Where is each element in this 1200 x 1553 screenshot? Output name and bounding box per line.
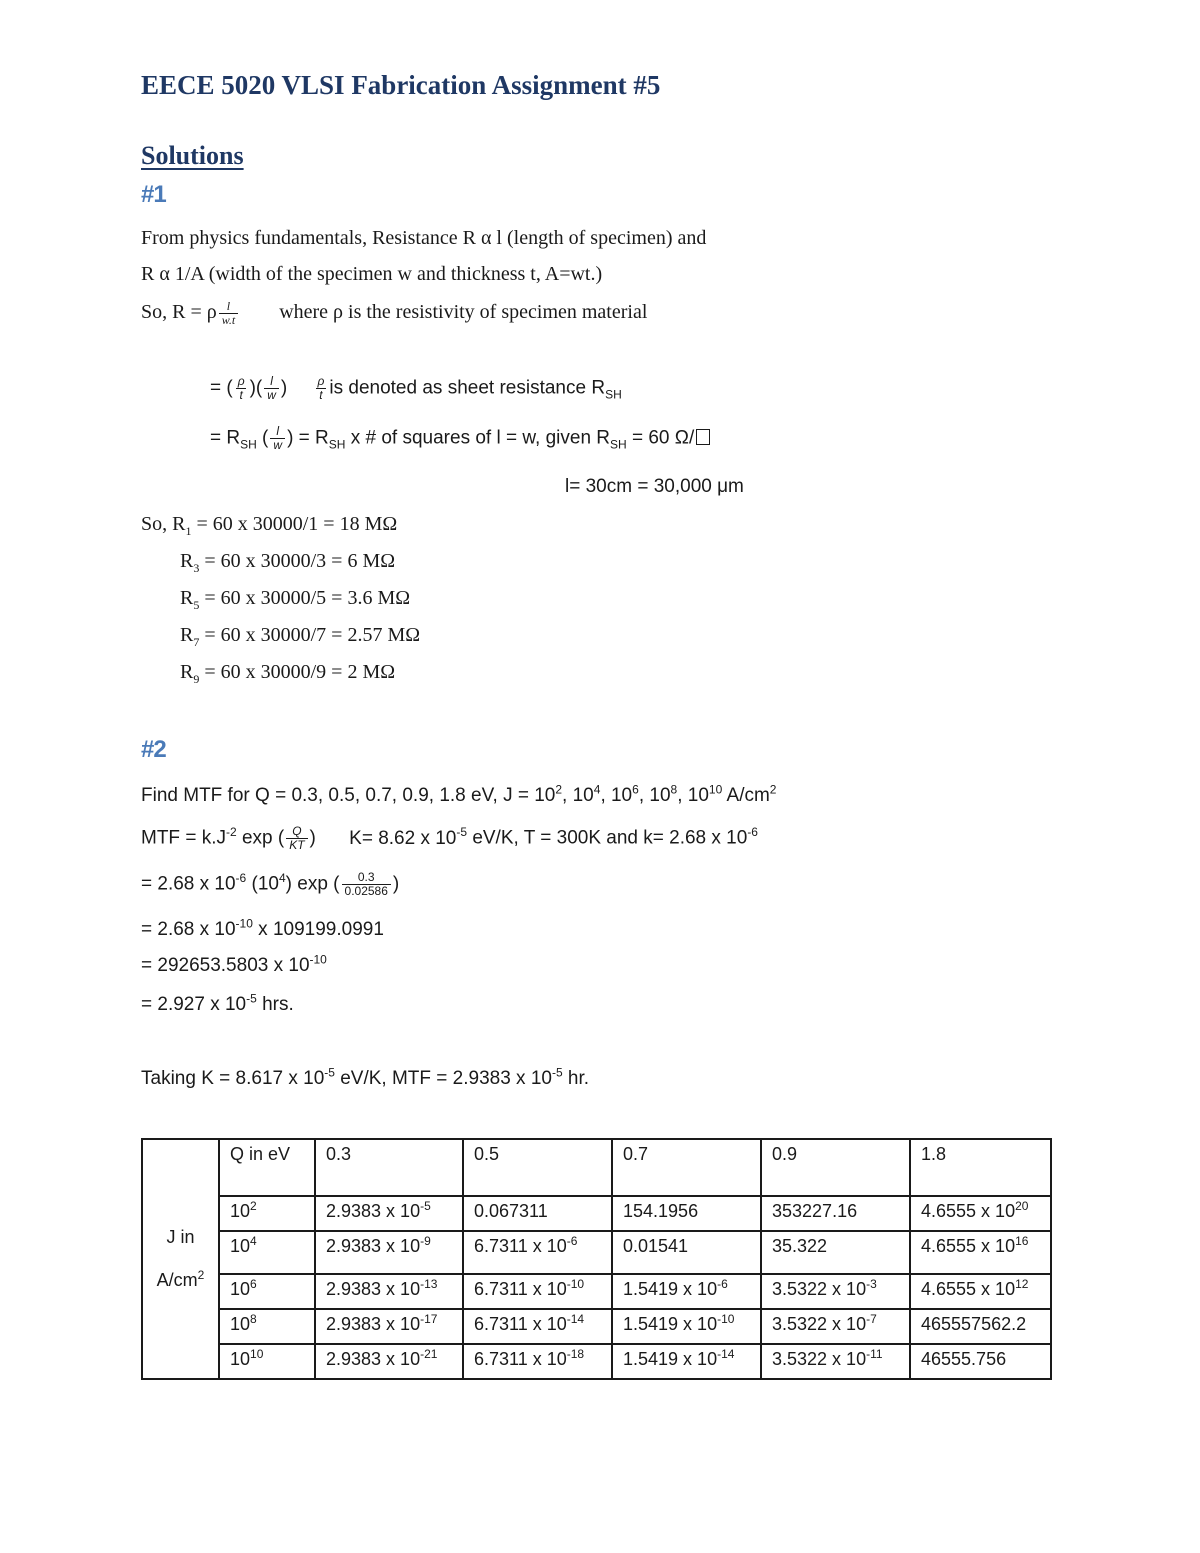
fraction-numerator: l [226,299,231,313]
mtf-value-cell [463,1274,612,1309]
mtf-value: 46555.756 [921,1349,1007,1369]
mtf-value: 3.5322 x 10 [772,1314,867,1334]
step-text: x 109199.0991 [258,919,384,940]
mtf-value: 4.6555 x 10 [921,1201,1016,1221]
mtf-value: 353227.16 [772,1201,858,1221]
constants-text-2: eV/K, T = 300K and k= 2.68 x 10 [472,827,748,849]
fraction-l-over-w [264,375,279,402]
mtf-exponent: -6 [566,1234,578,1248]
fraction-03-over-kt [342,871,391,898]
result-equation: = 60 x 30000/1 = 18 MΩ [191,513,398,535]
mtf-value: 0.01541 [623,1236,689,1256]
mtf-value-cell [761,1344,910,1379]
result-equation: = 60 x 30000/5 = 3.6 MΩ [199,587,411,609]
mtf-value-cell [612,1344,761,1379]
q-header-cell: Q in eV [219,1139,315,1196]
step-text: = 292653.5803 x 10 [141,955,310,976]
mtf-exponent: 20 [1015,1199,1029,1213]
fraction-q-over-kt [286,825,307,852]
mtf-value-cell [910,1231,1051,1274]
eq-r-2: = R [298,427,329,449]
table-row [142,1231,1051,1274]
table-row [142,1274,1051,1309]
q-value-cell: 0.7 [612,1139,761,1196]
exponent: -6 [747,825,758,840]
mtf-value: 6.7311 x 10 [474,1314,567,1334]
solutions-heading: Solutions [141,141,244,170]
exponent: 2 [555,782,563,797]
mtf-value-cell [910,1344,1051,1379]
q-value-cell: 1.8 [910,1139,1051,1196]
mtf-exponent: -21 [420,1347,438,1361]
j-value-cell [219,1274,315,1309]
fraction-numerator: l [270,374,273,388]
table-row [142,1309,1051,1344]
exponent: -10 [309,952,327,967]
mtf-value: 4.6555 x 10 [921,1279,1016,1299]
j-label-line-1: J in [166,1227,195,1247]
fraction-numerator: Q [292,824,302,838]
formula-prefix: So, R = ρ [141,301,217,324]
fraction-l-over-w-3 [270,425,285,452]
result-subscript: 5 [193,598,200,612]
eq-open: = ( [210,377,233,399]
fraction-numerator: ρ [317,374,325,388]
q1-length-line: l= 30cm = 30,000 μm [565,476,744,497]
step-text: = 2.68 x 10 [141,919,236,940]
mtf-formula-text: MTF = k.J [141,827,226,849]
q1-line-1: From physics fundamentals, Resistance R α l (length of specimen) and [141,227,707,249]
find-text: Find MTF for Q = 0.3, 0.5, 0.7, 0.9, 1.8 eV, J = 10 [141,785,556,806]
mtf-exponent: -14 [566,1312,585,1326]
square-symbol [696,429,710,445]
j-unit: A/cm [156,1270,198,1290]
q-value-cell: 0.9 [761,1139,910,1196]
j-base: 10 [230,1279,251,1299]
j-label-line-2 [147,1259,214,1302]
exponent: 10 [708,782,723,797]
exponent: 2 [769,782,777,797]
j-exponent: 2 [250,1199,257,1213]
exponent: -5 [551,1065,563,1080]
mtf-value-cell [910,1274,1051,1309]
exponent: 8 [670,782,678,797]
mtf-value: 2.9383 x 10 [326,1279,421,1299]
eq-r: = R [210,427,241,449]
q2-step-3 [141,952,327,977]
mtf-value: 35.322 [772,1236,828,1256]
mtf-value: 6.7311 x 10 [474,1236,567,1256]
subscript-sh: SH [610,437,627,452]
step-text: hrs. [262,994,294,1015]
q2-step-4 [141,991,294,1016]
mtf-value: 1.5419 x 10 [623,1349,718,1369]
fraction-denominator: w [264,388,279,402]
q1-line-2: R α 1/A (width of the specimen w and thickness t, A=wt.) [141,263,603,285]
mtf-value: 2.9383 x 10 [326,1314,421,1334]
mtf-exponent: -3 [866,1277,877,1291]
mtf-value: 2.9383 x 10 [326,1236,421,1256]
j-unit-exponent: 2 [197,1268,205,1282]
mtf-exponent: -14 [717,1347,735,1361]
mtf-value-cell [910,1196,1051,1231]
step-text: = 2.68 x 10 [141,873,236,895]
mtf-value-cell [910,1309,1051,1344]
j-value-cell [219,1231,315,1274]
mtf-exponent: -11 [866,1347,883,1361]
exponent: -10 [235,916,253,931]
j-base: 10 [230,1201,251,1221]
result-equation: = 60 x 30000/7 = 2.57 MΩ [199,624,421,646]
mtf-results-table [141,1138,1052,1380]
exponent: -5 [324,1065,335,1080]
mtf-value: 0.067311 [474,1201,548,1221]
mtf-value-cell [463,1344,612,1379]
mtf-value: 6.7311 x 10 [474,1349,567,1369]
q2-find-line: Find MTF for Q = 0.3, 0.5, 0.7, 0.9, 1.8 eV, $J = 10^2$, $10^4$, $10^6$, $10^8$, $10^{10}$ $A/cm^2$ [141,782,777,806]
mtf-value-cell [761,1309,910,1344]
j-exponent: 10 [250,1347,264,1361]
taking-text: hr. [567,1068,590,1089]
mtf-exponent: -10 [566,1277,585,1291]
mtf-exponent: -5 [420,1199,431,1213]
j-exponent: 8 [250,1312,257,1326]
fraction-denominator: t [236,388,245,402]
j-value-cell [219,1196,315,1231]
result-subscript: 1 [185,524,192,538]
step-text: = 2.927 x 10 [141,994,247,1015]
mtf-exponent: -6 [717,1277,728,1291]
mtf-exponent: -17 [420,1312,438,1326]
j-base: 10 [230,1349,251,1369]
table-row [142,1344,1051,1379]
fraction-denominator: t [316,388,325,402]
q1-sheet-resistance-line: = ( $\frac{\rho}{t}$ )( $\frac{l}{w}$ ) $\frac{\rho}{t}$ is denoted as sheet resistance $R_{SH}$ [210,374,622,402]
unit: A/cm [726,785,770,806]
mtf-value-cell [315,1274,463,1309]
fraction-denominator: KT [286,838,307,852]
mtf-value: 1.5419 x 10 [623,1279,718,1299]
document-title: EECE 5020 VLSI Fabrication Assignment #5 [141,70,661,100]
mtf-exponent: -10 [717,1312,735,1326]
mtf-value: 154.1956 [623,1201,699,1221]
q2-step-1: = 2.68 x $10^{-6}$ $(10^4)$ exp ( $\frac{0.3}{0.02586}$ ) [141,870,400,898]
mtf-value: 2.9383 x 10 [326,1349,421,1369]
taking-text: Taking K = 8.617 x 10 [141,1068,325,1089]
step-text: (10 [251,873,279,895]
exponent: 6 [632,782,639,797]
result-equation: = 60 x 30000/3 = 6 MΩ [199,550,396,572]
mtf-exponent: -13 [420,1277,438,1291]
exponent: 4 [593,782,601,797]
mtf-value-cell [315,1231,463,1274]
mtf-value-cell [315,1309,463,1344]
constants-text: K= 8.62 x 10 [349,827,457,849]
mtf-value-cell [761,1274,910,1309]
mtf-value-cell [315,1344,463,1379]
subscript-sh: SH [240,437,257,452]
mtf-value-cell [463,1231,612,1274]
mtf-exponent: -7 [866,1312,877,1326]
exponent: -2 [225,825,237,840]
mtf-exponent: -9 [420,1234,431,1248]
resistance-result [141,513,397,536]
resistance-result [180,550,395,573]
fraction-denominator: 0.02586 [342,884,391,898]
mtf-value-cell [463,1196,612,1231]
result-subscript: 9 [193,672,200,686]
mtf-exponent: 16 [1015,1234,1029,1248]
q2-step-2 [141,916,384,941]
resistance-result [180,661,395,684]
fraction-l-over-wt [219,300,238,327]
result-r: R [180,624,194,646]
exponent: -6 [235,871,247,886]
j-base: 10 [230,1314,251,1334]
j-exponent: 6 [250,1277,257,1291]
exponent: -5 [456,825,468,840]
fraction-numerator: l [276,424,280,438]
mtf-value: 2.9383 x 10 [326,1201,421,1221]
q-value-cell: 0.3 [315,1139,463,1196]
result-r: R [180,587,194,609]
step-text: ) exp ( [285,873,340,895]
question-2-label: #2 [141,736,166,763]
table-row [142,1196,1051,1231]
mtf-value-cell [463,1309,612,1344]
exponent: -5 [246,991,257,1006]
resistance-result [180,587,410,610]
mtf-value: 4.6555 x 10 [921,1236,1016,1256]
j-base: 10 [230,1236,251,1256]
q2-taking-line [141,1065,590,1090]
resistance-result [180,624,420,647]
result-subscript: 7 [193,635,200,649]
mtf-value: 1.5419 x 10 [623,1314,718,1334]
mtf-value-cell [612,1231,761,1274]
q1-formula-line [141,300,647,327]
given-value: = 60 Ω/ [631,427,695,449]
mtf-exponent: 12 [1015,1277,1029,1291]
q-value-cell: 0.5 [463,1139,612,1196]
result-subscript: 3 [193,561,200,575]
mtf-value-cell [761,1196,910,1231]
mtf-value-cell [612,1196,761,1231]
fraction-denominator: w.t [219,313,238,327]
fraction-denominator: w [270,438,285,452]
result-r: R [180,661,194,683]
mtf-value-cell [612,1274,761,1309]
mtf-value-cell [761,1231,910,1274]
subscript-sh: SH [605,387,622,402]
sheet-resistance-text: is denoted as sheet resistance R [329,377,606,399]
exponent: 4 [278,871,286,886]
squares-text: x # of squares of l = w, given R [350,427,611,449]
exp-open: exp ( [241,827,285,849]
mtf-exponent: -18 [566,1347,585,1361]
mtf-value-cell [315,1196,463,1231]
j-value-cell [219,1309,315,1344]
question-1-label: #1 [141,181,166,208]
fraction-numerator: 0.3 [357,870,375,884]
table-header-row [142,1139,1051,1196]
q2-mtf-formula: MTF = $k.J^{-2}$ exp ( $\frac{Q}{KT}$ ) K= 8.62 x $10^{-5}$ eV/K, T = 300K and k= 2.68 x $10^{-6}$ [141,824,758,852]
formula-where-text: where ρ is the resistivity of specimen material [279,301,648,324]
mtf-value: 3.5322 x 10 [772,1349,867,1369]
j-value-cell [219,1344,315,1379]
mtf-value: 3.5322 x 10 [772,1279,867,1299]
q1-squares-line: = $R_{SH}$ ( $\frac{l}{w}$ ) = $R_{SH}$ x # of squares of l = w, given $R_{SH} = 60$ Ω/ [210,425,710,452]
j-label-cell [142,1139,219,1379]
result-equation: = 60 x 30000/9 = 2 MΩ [199,661,396,683]
result-r: R [180,550,194,572]
mtf-value-cell [612,1309,761,1344]
fraction-rho-over-t-2 [315,375,328,402]
result-r: So, R [141,513,186,535]
fraction-numerator: ρ [237,374,245,388]
subscript-sh: SH [328,437,346,452]
taking-text: eV/K, MTF = 2.9383 x 10 [340,1068,552,1089]
j-exponent: 4 [250,1234,257,1248]
fraction-rho-over-t [235,375,248,402]
mtf-value: 465557562.2 [921,1314,1027,1334]
mtf-value: 6.7311 x 10 [474,1279,567,1299]
